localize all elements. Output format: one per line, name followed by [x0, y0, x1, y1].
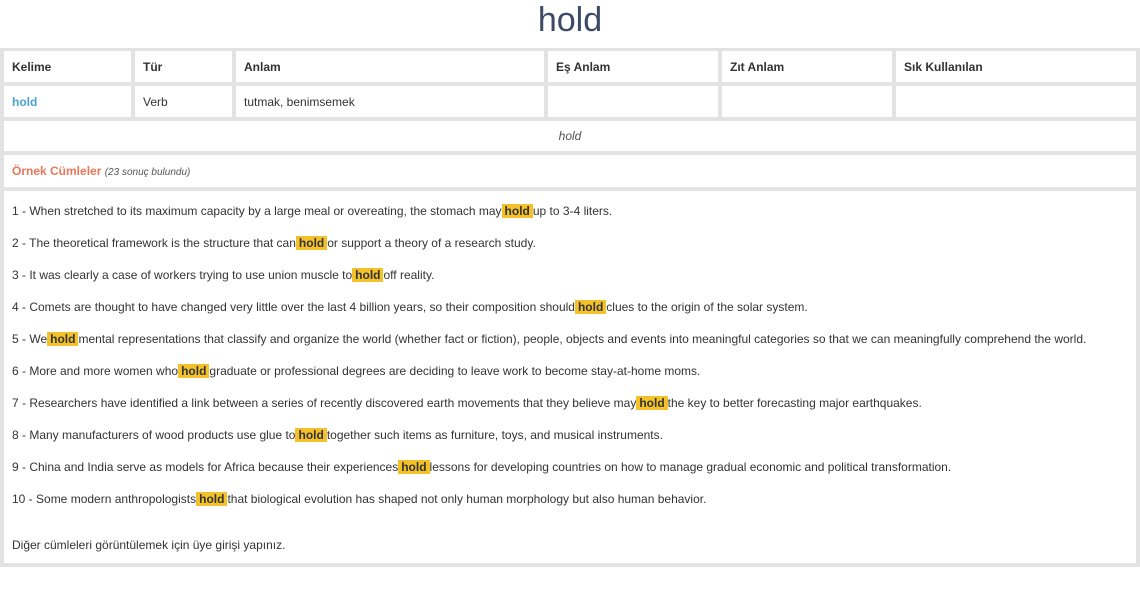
table-header-row [4, 51, 1136, 82]
header-zit-anlam: Zıt Anlam [722, 51, 892, 82]
example-text-after: clues to the origin of the solar system. [606, 300, 808, 314]
example-sentence [12, 361, 1128, 381]
login-note: Diğer cümleleri görüntülemek için üye girişi yapınız. [12, 538, 286, 552]
header-kelime: Kelime [4, 51, 131, 82]
example-text-after: graduate or professional degrees are deciding to leave work to become stay-at-home moms. [209, 364, 701, 378]
cell-word [4, 86, 131, 117]
example-text-after: up to 3-4 liters. [532, 204, 613, 218]
example-text-before: 1 - When stretched to its maximum capacity by a large meal or overeating, the stomach may [12, 204, 502, 218]
example-text-before: 4 - Comets are thought to have changed very little over the last 4 billion years, so their composition should [12, 300, 575, 314]
cell-type: Verb [135, 86, 232, 117]
header-sik-kullanilan: Sık Kullanılan [896, 51, 1136, 82]
example-text-after: together such items as furniture, toys, and musical instruments. [326, 428, 663, 442]
example-sentence [12, 425, 1128, 445]
examples-title: Örnek Cümleler [12, 164, 102, 178]
highlighted-word: hold [352, 268, 383, 282]
example-sentence [12, 297, 1128, 317]
highlighted-word: hold [196, 492, 227, 506]
example-text-before: 8 - Many manufacturers of wood products use glue to [12, 428, 296, 442]
example-sentence [12, 265, 1128, 285]
example-sentence [12, 457, 1128, 477]
header-anlam: Anlam [236, 51, 544, 82]
example-text-before: 7 - Researchers have identified a link between a series of recently discovered earth movements that they believe may [12, 396, 637, 410]
example-sentence [12, 393, 1128, 413]
examples-list [4, 191, 1136, 563]
example-text-before: 9 - China and India serve as models for Africa because their experiences [12, 460, 399, 474]
cell-common [896, 86, 1136, 117]
highlighted-word: hold [47, 332, 78, 346]
header-tur: Tür [135, 51, 232, 82]
example-text-before: 3 - It was clearly a case of workers trying to use union muscle to [12, 268, 353, 282]
definition-table [0, 47, 1140, 121]
highlighted-word: hold [178, 364, 209, 378]
example-sentence [12, 489, 1128, 509]
cell-synonym [548, 86, 718, 117]
cell-antonym [722, 86, 892, 117]
highlighted-word: hold [502, 204, 533, 218]
example-text-after: lessons for developing countries on how to manage gradual economic and political transformation. [429, 460, 952, 474]
highlighted-word: hold [295, 428, 326, 442]
highlighted-word: hold [575, 300, 606, 314]
example-text-before: 2 - The theoretical framework is the structure that can [12, 236, 296, 250]
example-text-after: that biological evolution has shaped not only human morphology but also human behavior. [227, 492, 707, 506]
example-sentence [12, 329, 1128, 349]
example-text-before: 10 - Some modern anthropologists [12, 492, 197, 506]
example-text-after: mental representations that classify and organize the world (whether fact or fiction), people, objects and events into meaningful categories so that we can meaningfully comprehend the world. [78, 332, 1087, 346]
highlighted-word: hold [296, 236, 327, 250]
cell-meaning: tutmak, benimsemek [236, 86, 544, 117]
highlighted-word: hold [636, 396, 667, 410]
example-text-after: off reality. [383, 268, 435, 282]
phonetic-row: hold [4, 121, 1136, 151]
table-row [4, 86, 1136, 117]
word-link[interactable]: hold [12, 94, 38, 109]
examples-header [4, 155, 1136, 187]
page-title: hold [537, 1, 603, 39]
example-text-before: 5 - We [12, 332, 48, 346]
content-frame [0, 48, 1140, 567]
example-sentence [12, 201, 1128, 221]
example-text-before: 6 - More and more women who [12, 364, 179, 378]
header-es-anlam: Eş Anlam [548, 51, 718, 82]
highlighted-word: hold [398, 460, 429, 474]
example-text-after: the key to better forecasting major earthquakes. [667, 396, 922, 410]
example-sentence [12, 233, 1128, 253]
examples-count: (23 sonuç bulundu) [104, 167, 191, 178]
example-text-after: or support a theory of a research study. [327, 236, 536, 250]
